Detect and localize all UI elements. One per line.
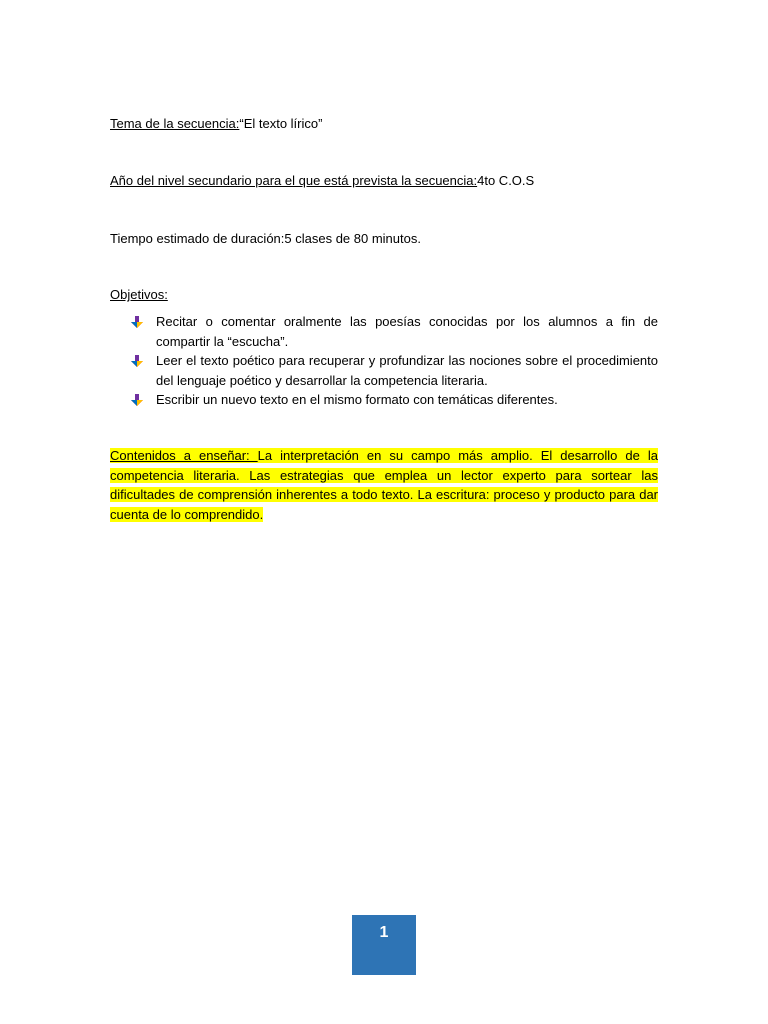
objectives-list: [130, 312, 658, 410]
anio-value: 4to C.O.S: [477, 173, 535, 188]
page-number-badge: [352, 915, 416, 975]
contents-paragraph: [110, 446, 658, 524]
tema-line: [110, 114, 658, 133]
objective-item: [130, 351, 658, 390]
objective-text: Escribir un nuevo texto en el mismo formato con temáticas diferentes.: [156, 392, 558, 407]
anio-label: Año del nivel secundario para el que está prevista la secuencia:: [110, 173, 478, 188]
objectives-heading: Objetivos:: [110, 287, 168, 302]
objective-text: Leer el texto poético para recuperar y profundizar las nociones sobre el procedimiento del lenguaje poético y desarrollar la competencia literaria.: [156, 353, 658, 388]
tiempo-label: Tiempo estimado de duración:: [110, 231, 285, 246]
contents-label: Contenidos a enseñar:: [110, 448, 258, 463]
tema-label: Tema de la secuencia:: [110, 116, 240, 131]
arrow-bullet-icon: [130, 315, 144, 329]
arrow-bullet-icon: [130, 354, 144, 368]
anio-line: [110, 171, 658, 190]
page-number: 1: [379, 924, 389, 941]
tiempo-line: [110, 229, 658, 248]
objective-text: Recitar o comentar oralmente las poesías conocidas por los alumnos a fin de compartir la “escucha”.: [156, 314, 658, 349]
contents-text: La interpretación en su campo más amplio. El desarrollo de la competencia literaria. Las estrategias que emplea un lector experto para sortear las dificultades de comprensión inherentes a todo texto. La escritura: proceso y producto para dar cuenta de lo comprendido.: [110, 448, 658, 522]
tiempo-value: 5 clases de 80 minutos.: [284, 231, 421, 246]
arrow-bullet-icon: [130, 393, 144, 407]
tema-value: “El texto lírico”: [239, 116, 323, 131]
objective-item: [130, 312, 658, 351]
objective-item: [130, 390, 658, 410]
